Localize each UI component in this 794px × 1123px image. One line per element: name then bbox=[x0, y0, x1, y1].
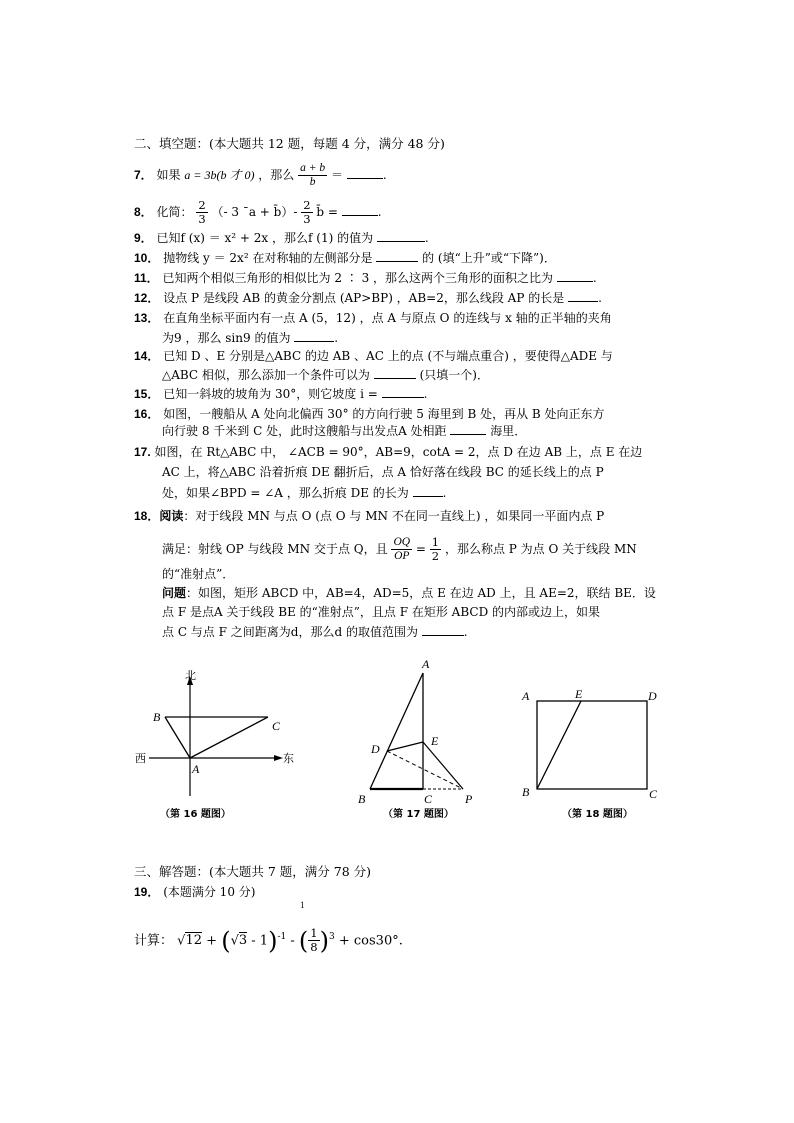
q18-label: 阅读 bbox=[159, 509, 184, 523]
q19-number: 19． bbox=[134, 885, 160, 899]
q7-tail: ＝ bbox=[330, 168, 343, 182]
q8-tail: b̄ = bbox=[316, 205, 338, 219]
q17-line1: 如图，在 Rt△ABC 中， ∠ACB = 90°，AB=9，cotA = 2，点 D 在边 AB 上，点 E 在边 bbox=[154, 445, 643, 459]
fig18-rectangle-abcd bbox=[537, 701, 647, 789]
q13-number: 13． bbox=[134, 311, 160, 325]
q13-line1: 在直角坐标平面内有一点 A (5，12) ，点 A 与原点 O 的连线与 x 轴的正半轴的夹角 bbox=[163, 311, 612, 325]
q8-end: . bbox=[377, 205, 382, 219]
q18-fraction-half bbox=[430, 536, 441, 563]
fig18-label-d: D bbox=[648, 689, 657, 703]
question-8 bbox=[134, 199, 382, 226]
fig17-fold-de bbox=[387, 742, 423, 751]
q19-calc-label: 计算： bbox=[134, 933, 174, 949]
fig16-east-arrow bbox=[274, 755, 283, 761]
q19-frac-bot: 8 bbox=[310, 940, 318, 955]
q19-frac-top: 1 bbox=[310, 926, 318, 941]
q7-answer-blank[interactable] bbox=[347, 166, 383, 179]
fig16-caption: （第 16 题图） bbox=[160, 809, 231, 820]
fig17-segment-ab bbox=[370, 673, 423, 789]
q18-line5: 点 F 是点A 关于线段 BE 的“准射点”，且点 F 在矩形 ABCD 的内部或边上，如果 bbox=[162, 605, 601, 619]
q16-line2: 向行驶 8 千米到 C 处，此时这艘船与出发点A 处相距 bbox=[162, 424, 447, 438]
q12-number: 12． bbox=[134, 291, 160, 305]
fig17-label-e: E bbox=[431, 734, 439, 748]
question-18-cont4 bbox=[162, 604, 600, 620]
q12-answer-blank[interactable] bbox=[568, 289, 598, 302]
q16-line1: 如图，一艘船从 A 处向北偏西 30° 的方向行驶 5 海里到 B 处，再从 B 处向正东方 bbox=[163, 407, 605, 421]
fig18-caption: （第 18 题图） bbox=[562, 809, 633, 820]
q19-minus: - bbox=[290, 933, 295, 949]
q19-text: (本题满分 10 分) bbox=[163, 885, 256, 899]
q13-end: . bbox=[334, 331, 339, 345]
q11-answer-blank[interactable] bbox=[557, 269, 593, 282]
q19-sqrt3-value: 3 bbox=[238, 933, 248, 949]
q8-number: 8． bbox=[134, 205, 153, 219]
q19-minus-1: - 1 bbox=[251, 933, 269, 949]
q11-number: 11． bbox=[134, 271, 159, 285]
q7-fraction bbox=[298, 162, 327, 189]
section-3-title: 三、解答题：(本大题共 7 题，满分 78 分) bbox=[134, 864, 372, 879]
fig17-segment-ep bbox=[423, 742, 463, 789]
q18-question-label: 问题 bbox=[162, 586, 187, 600]
q8-frac2-bot: 3 bbox=[303, 212, 311, 226]
question-9 bbox=[134, 229, 429, 246]
q14-number: 14． bbox=[134, 349, 160, 363]
question-19 bbox=[134, 884, 255, 900]
q19-sqrt12-value: 12 bbox=[185, 933, 202, 949]
question-10 bbox=[134, 249, 556, 266]
question-16-cont bbox=[162, 422, 526, 439]
q19-fraction bbox=[308, 927, 319, 954]
fig16-east-label: 东 bbox=[283, 752, 294, 765]
q9-number: 9． bbox=[134, 231, 153, 245]
q18-fraction-oq-op bbox=[391, 536, 412, 563]
q17-line2: AC 上，将△ABC 沿着折痕 DE 翻折后，点 A 恰好落在线段 BC 的延长线上的点 P bbox=[162, 465, 604, 479]
fig18-label-b: B bbox=[522, 785, 530, 799]
q14-line2: △ABC 相似，那么添加一个条件可以为 bbox=[162, 368, 370, 382]
q18-line1: ：对于线段 MN 与点 O (点 O 与 MN 不在同一直线上) ，如果同一平面内点 P bbox=[183, 509, 605, 523]
question-18-cont2 bbox=[162, 566, 234, 582]
fig18-label-a: A bbox=[522, 689, 530, 703]
q18-line3: 的“准射点”． bbox=[162, 567, 235, 581]
question-14 bbox=[134, 348, 613, 364]
fig17-caption: （第 17 题图） bbox=[383, 809, 454, 820]
q12-text: 设点 P 是线段 AB 的黄金分割点 (AP>BP) ，AB=2，那么线段 AP 的长是 bbox=[163, 291, 565, 305]
q17-answer-blank[interactable] bbox=[413, 484, 443, 497]
figure-17 bbox=[355, 655, 485, 825]
q15-answer-blank[interactable] bbox=[382, 385, 424, 398]
question-13 bbox=[134, 310, 612, 326]
q16-number: 16． bbox=[134, 407, 160, 421]
q18-frac2-bot: 2 bbox=[431, 549, 440, 563]
q8-frac2-top: 2 bbox=[303, 198, 311, 212]
q8-frac1-top: 2 bbox=[198, 198, 206, 212]
q8-text-a: 化简： bbox=[156, 205, 193, 219]
q19-end: . bbox=[398, 933, 403, 949]
fig18-segment-be bbox=[537, 701, 581, 789]
q17-end: . bbox=[442, 486, 447, 500]
question-11 bbox=[134, 269, 597, 286]
fig16-segment-ac bbox=[190, 717, 268, 758]
q7-frac-bot: b bbox=[309, 176, 316, 188]
q7-text-b: ，那么 bbox=[258, 168, 295, 182]
q10-number: 10． bbox=[134, 251, 160, 265]
q18-line6: 点 C 与点 F 之间距离为d，那么d 的取值范围为 bbox=[162, 625, 418, 639]
question-18-cont1: 满足：射线 OP 与线段 MN 交于点 Q，且 $\frac{OQ}{OP}$ = $\frac{1}{2}$ ，那么称点 P 为点 O 关于线段 MN bbox=[162, 535, 637, 563]
fig16-label-a: A bbox=[192, 762, 200, 776]
figure-16 bbox=[125, 660, 305, 825]
q7-text-a: 如果 bbox=[156, 168, 181, 182]
question-18-cont3 bbox=[162, 585, 656, 601]
q18-line2a: 满足：射线 OP 与线段 MN 交于点 Q，且 bbox=[162, 542, 388, 556]
q18-answer-blank[interactable] bbox=[422, 623, 464, 636]
figure-18 bbox=[520, 686, 665, 826]
q12-end: . bbox=[598, 291, 602, 305]
q14-tail: (只填一个)． bbox=[419, 368, 489, 382]
q19-exp-neg1: -1 bbox=[277, 932, 287, 942]
q16-tail: 海里． bbox=[490, 424, 527, 438]
fig17-label-c: C bbox=[424, 792, 433, 806]
q15-number: 15． bbox=[134, 387, 160, 401]
section-2-title: 二、填空题：(本大题共 12 题，每题 4 分，满分 48 分) bbox=[134, 136, 445, 151]
fig16-north-label: 北 bbox=[185, 669, 196, 682]
q19-exp: 3 bbox=[329, 932, 335, 942]
q10-tail: 的 (填“上升”或“下降”)． bbox=[422, 251, 556, 265]
question-18 bbox=[134, 508, 604, 524]
q9-text: 已知f (x) ＝ x² + 2x ，那么f (1) 的值为 bbox=[156, 231, 374, 245]
q18-end: . bbox=[463, 625, 468, 639]
question-12 bbox=[134, 289, 602, 306]
q7-frac-top: a + b bbox=[300, 162, 326, 174]
fig17-label-b: B bbox=[358, 792, 366, 806]
q18-frac-top: OQ bbox=[393, 536, 411, 548]
question-17-cont2 bbox=[162, 484, 446, 501]
fig17-label-d: D bbox=[371, 742, 380, 756]
q17-number: 17. bbox=[134, 445, 151, 459]
question-17-cont1 bbox=[162, 464, 604, 480]
q19-exp-top: 1 bbox=[300, 900, 305, 910]
q19-expression: 计算： √12 + (√3 - 1)$^{-1}$ - ( $\frac{1}{8}$ )$^3$ + cos30°. bbox=[134, 926, 403, 955]
q8-mid: （- 3 ¯a + b̄）- bbox=[211, 205, 298, 219]
q13-line2: 为9 ，那么 sin9 的值为 bbox=[162, 331, 291, 345]
q18-line2b: ，那么称点 P 为点 O 关于线段 MN bbox=[444, 542, 637, 556]
q19-tail: + cos30° bbox=[338, 933, 399, 949]
q14-answer-blank[interactable] bbox=[374, 366, 416, 379]
q11-end: . bbox=[592, 271, 597, 285]
q19-sqrt12: √12 bbox=[177, 933, 202, 949]
q18-frac2-top: 1 bbox=[431, 535, 440, 549]
question-13-cont bbox=[162, 329, 338, 346]
fig16-segment-ab bbox=[165, 717, 190, 758]
fig18-label-e: E bbox=[575, 687, 583, 701]
q18-number: 18． bbox=[134, 509, 160, 523]
question-16 bbox=[134, 406, 605, 422]
q18-frac-bot: OP bbox=[394, 550, 410, 562]
q17-line3: 处，如果∠BPD = ∠A ，那么折痕 DE 的长为 bbox=[162, 486, 409, 500]
fig17-label-p: P bbox=[465, 792, 473, 806]
q19-sqrt3: √3 bbox=[230, 933, 248, 949]
q8-frac1-bot: 3 bbox=[198, 212, 206, 226]
q13-answer-blank[interactable] bbox=[294, 329, 334, 342]
q9-answer-blank[interactable] bbox=[377, 229, 425, 242]
q7-end: . bbox=[382, 168, 387, 182]
fig16-label-b: B bbox=[153, 710, 161, 724]
q8-fraction-2 bbox=[301, 199, 312, 226]
q8-answer-blank[interactable] bbox=[342, 203, 378, 216]
question-15 bbox=[134, 385, 427, 402]
question-14-cont bbox=[162, 366, 489, 383]
q9-end: . bbox=[424, 231, 429, 245]
fig16-label-c: C bbox=[272, 719, 281, 733]
q10-answer-blank[interactable] bbox=[376, 249, 418, 262]
q11-text: 已知两个相似三角形的相似比为 2 ∶ 3 ，那么这两个三角形的面积之比为 bbox=[162, 271, 554, 285]
q7-number: 7． bbox=[134, 168, 153, 182]
q14-line1: 已知 D 、E 分别是△ABC 的边 AB 、AC 上的点 (不与端点重合) ，要使得△ADE 与 bbox=[163, 349, 613, 363]
fig16-west-label: 西 bbox=[135, 752, 146, 765]
q18-line4: ：如图，矩形 ABCD 中，AB=4，AD=5，点 E 在边 AD 上，且 AE=2，联结 BE．设 bbox=[186, 586, 656, 600]
q7-expr: a = 3b(b 才 0) bbox=[184, 168, 255, 182]
question-18-cont5 bbox=[162, 623, 468, 640]
q15-text: 已知一斜坡的坡角为 30°，则它坡度 i = bbox=[163, 387, 378, 401]
question-17 bbox=[134, 444, 642, 460]
q15-end: . bbox=[423, 387, 428, 401]
question-7 bbox=[134, 162, 387, 189]
q8-fraction-1 bbox=[196, 199, 207, 226]
fig17-segment-dp bbox=[387, 751, 463, 789]
q10-text: 抛物线 y ＝ 2x² 在对称轴的左侧部分是 bbox=[163, 251, 373, 265]
q16-answer-blank[interactable] bbox=[450, 422, 486, 435]
fig17-label-a: A bbox=[422, 657, 430, 671]
fig18-label-c: C bbox=[649, 787, 658, 801]
